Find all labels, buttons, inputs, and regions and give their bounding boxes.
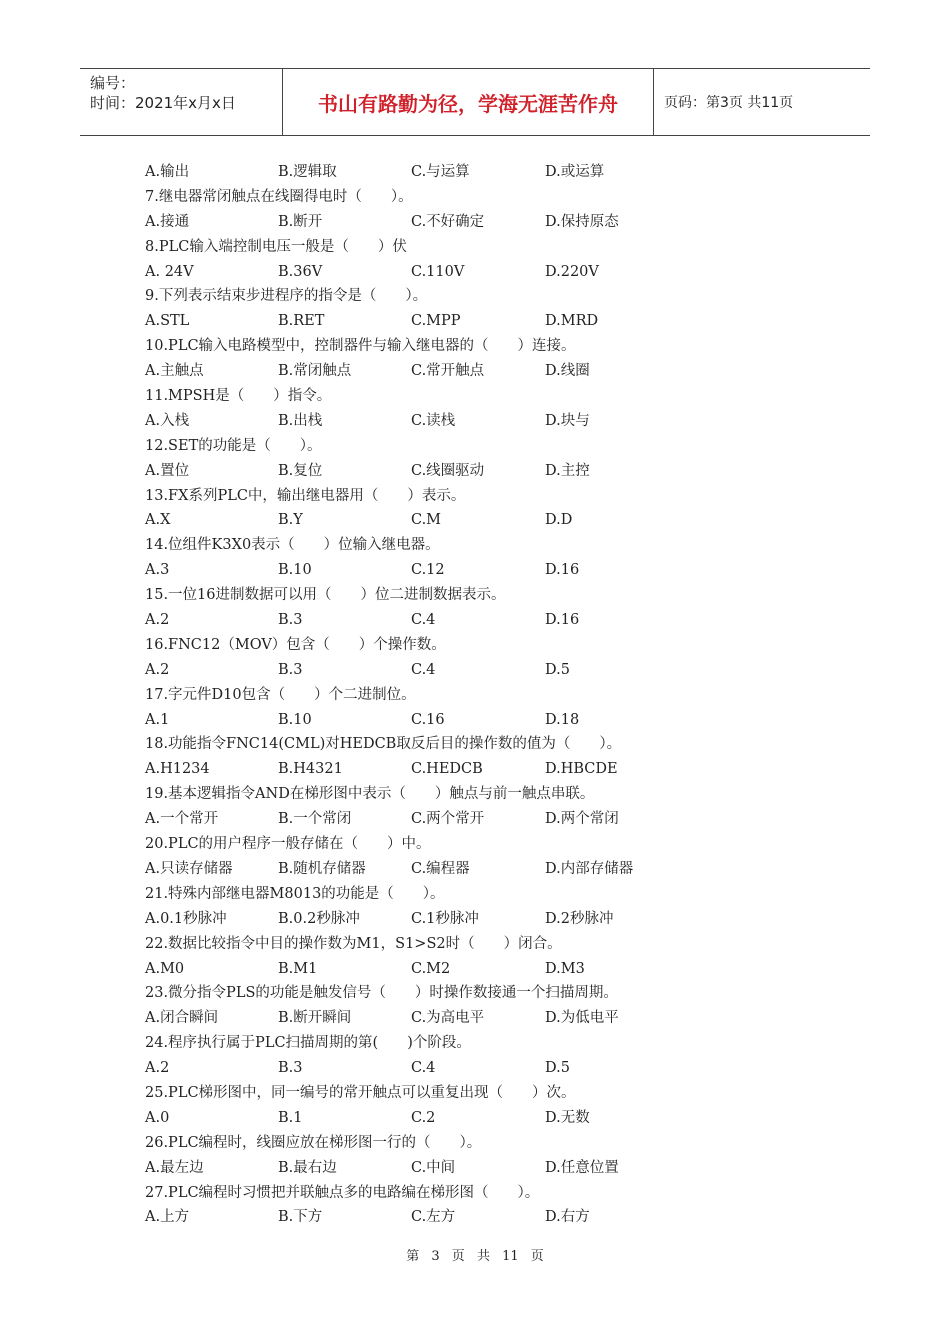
option-d: D.块与 [545,412,590,429]
options-row [145,508,785,533]
question-text: 21.特殊内部继电器M8013的功能是（ ）。 [145,885,445,902]
option-c: C.中间 [411,1159,456,1176]
option-b: B.下方 [278,1209,323,1226]
option-a: A.接通 [145,213,190,230]
footer-part: 共 [476,1249,490,1264]
options-row [145,260,785,285]
question-text: 20.PLC的用户程序一般存储在（ ）中。 [145,836,431,853]
options-row [145,708,785,733]
option-c: C.16 [411,711,445,728]
option-a: A.2 [145,612,170,629]
question-text: 13.FX系列PLC中，输出继电器用（ ）表示。 [145,487,466,504]
footer-total-pages: 11 [502,1249,519,1264]
footer-part: 第 [406,1249,420,1264]
question-text: 23.微分指令PLS的功能是触发信号（ ）时操作数接通一个扫描周期。 [145,985,618,1002]
question-text: 9.下列表示结束步进程序的指令是（ ）。 [145,288,428,305]
option-c: C.HEDCB [411,761,483,778]
options-row [145,1205,785,1230]
option-d: D.2秒脉冲 [545,910,614,927]
option-b: B.RET [278,313,325,330]
question-text: 22.数据比较指令中目的操作数为M1，S1>S2时（ ）闭合。 [145,935,562,952]
option-d: D.5 [545,1060,570,1077]
question-text: 15.一位16进制数据可以用（ ）位二进制数据表示。 [145,587,506,604]
page-header [80,68,870,136]
option-b: B.一个常闭 [278,811,352,828]
options-row [145,459,785,484]
option-d: D.16 [545,612,580,629]
option-b: B.3 [278,661,303,678]
question-list [145,160,785,1230]
option-d: D.主控 [545,462,590,479]
option-a: A.0 [145,1109,170,1126]
option-c: C.编程器 [411,860,470,877]
option-d: D.16 [545,562,580,579]
option-b: B.断开 [278,213,323,230]
options-row [145,757,785,782]
option-b: B.随机存储器 [278,860,366,877]
option-c: C.12 [411,562,445,579]
option-d: D.5 [545,661,570,678]
option-c: C.4 [411,612,436,629]
options-row [145,160,785,185]
option-c: C.110V [411,263,465,280]
option-d: D.右方 [545,1209,590,1226]
options-row [145,658,785,683]
options-row [145,210,785,235]
option-a: A.M0 [145,960,185,977]
option-d: D.MRD [545,313,599,330]
options-row [145,1006,785,1031]
question-text: 25.PLC梯形图中，同一编号的常开触点可以重复出现（ ）次。 [145,1084,576,1101]
option-b: B.逻辑取 [278,164,337,180]
option-b: B.断开瞬间 [278,1010,352,1027]
option-a: A.主触点 [145,363,204,380]
options-row [145,359,785,384]
options-row [145,857,785,882]
option-b: B.10 [278,562,312,579]
option-a: A.置位 [145,462,190,479]
option-a: A.2 [145,661,170,678]
option-a: A.3 [145,562,170,579]
number-label: 编号： [90,74,136,92]
question-text: 24.程序执行属于PLC扫描周期的第( )个阶段。 [145,1035,471,1052]
option-c: C.常开触点 [411,363,485,380]
footer-part: 页 [530,1249,544,1264]
option-b: B.3 [278,1060,303,1077]
options-row [145,907,785,932]
option-a: A.输出 [145,164,190,180]
option-b: B.36V [278,263,323,280]
options-row [145,558,785,583]
option-a: A.闭合瞬间 [145,1010,219,1027]
option-d: D.内部存储器 [545,860,634,877]
option-a: A.1 [145,711,170,728]
options-row [145,807,785,832]
option-c: C.1秒脉冲 [411,910,479,927]
option-b: B.H4321 [278,761,343,778]
option-a: A.STL [145,313,190,330]
options-row [145,409,785,434]
option-c: C.线圈驱动 [411,462,485,479]
question-text: 14.位组件K3X0表示（ ）位输入继电器。 [145,537,440,554]
option-a: A. 24V [145,263,194,280]
motto-text: 书山有路勤为径，学海无涯苦作舟 [282,69,654,135]
option-b: B.出栈 [278,412,323,429]
option-d: D.18 [545,711,580,728]
question-text: 26.PLC编程时，线圈应放在梯形图一行的（ ）。 [145,1134,482,1151]
option-d: D.D [545,512,573,529]
option-b: B.复位 [278,462,323,479]
footer-part: 页 [451,1249,465,1264]
option-c: C.M2 [411,960,451,977]
option-c: C.两个常开 [411,811,485,828]
question-text: 19.基本逻辑指令AND在梯形图中表示（ ）触点与前一触点串联。 [145,786,595,803]
option-d: D.两个常闭 [545,811,619,828]
question-text: 11.MPSH是（ ）指令。 [145,388,332,405]
date-label: 时间：2021年x月x日 [90,94,236,112]
option-d: D.任意位置 [545,1159,619,1176]
option-c: C.左方 [411,1209,456,1226]
option-b: B.常闭触点 [278,363,352,380]
question-text: 16.FNC12（MOV）包含（ ）个操作数。 [145,636,446,653]
question-text: 12.SET的功能是（ ）。 [145,437,322,454]
question-text: 27.PLC编程时习惯把并联触点多的电路编在梯形图（ ）。 [145,1184,540,1201]
option-c: C.MPP [411,313,461,330]
option-d: D.保持原态 [545,213,619,230]
option-c: C.读栈 [411,412,456,429]
page-footer [0,1245,950,1264]
question-text: 10.PLC输入电路模型中，控制器件与输入继电器的（ ）连接。 [145,338,576,355]
option-d: D.无数 [545,1109,590,1126]
option-a: A.只读存储器 [145,860,233,877]
option-b: B.最右边 [278,1159,337,1176]
option-d: D.线圈 [545,363,590,380]
option-a: A.上方 [145,1209,190,1226]
header-left-cell [80,69,282,135]
question-text: 8.PLC输入端控制电压一般是（ ）伏 [145,238,407,255]
option-d: D.220V [545,263,599,280]
option-c: C.与运算 [411,164,470,180]
option-a: A.X [145,512,171,529]
option-b: B.1 [278,1109,303,1126]
options-row [145,1106,785,1131]
option-a: A.入栈 [145,412,190,429]
option-a: A.0.1秒脉冲 [145,910,227,927]
option-d: D.HBCDE [545,761,618,778]
page-info: 页码：第3页 共11页 [664,95,794,111]
option-a: A.最左边 [145,1159,204,1176]
options-row [145,1156,785,1181]
options-row [145,1056,785,1081]
options-row [145,957,785,982]
option-d: D.为低电平 [545,1010,619,1027]
option-b: B.3 [278,612,303,629]
option-c: C.M [411,512,442,529]
option-c: C.2 [411,1109,436,1126]
question-text: 7.继电器常闭触点在线圈得电时（ ）。 [145,188,413,205]
options-row [145,309,785,334]
question-text: 18.功能指令FNC14(CML)对HEDCB取反后目的操作数的值为（ ）。 [145,736,622,753]
option-d: D.或运算 [545,164,605,180]
options-row [145,608,785,633]
option-d: D.M3 [545,960,585,977]
option-c: C.4 [411,1060,436,1077]
option-a: A.一个常开 [145,811,219,828]
option-b: B.10 [278,711,312,728]
option-c: C.不好确定 [411,213,485,230]
option-a: A.2 [145,1060,170,1077]
option-a: A.H1234 [145,761,210,778]
footer-page-number: 3 [431,1249,440,1264]
option-b: B.Y [278,512,303,529]
question-text: 17.字元件D10包含（ ）个二进制位。 [145,686,416,703]
option-c: C.4 [411,661,436,678]
option-b: B.0.2秒脉冲 [278,910,360,927]
option-c: C.为高电平 [411,1010,485,1027]
option-b: B.M1 [278,960,318,977]
